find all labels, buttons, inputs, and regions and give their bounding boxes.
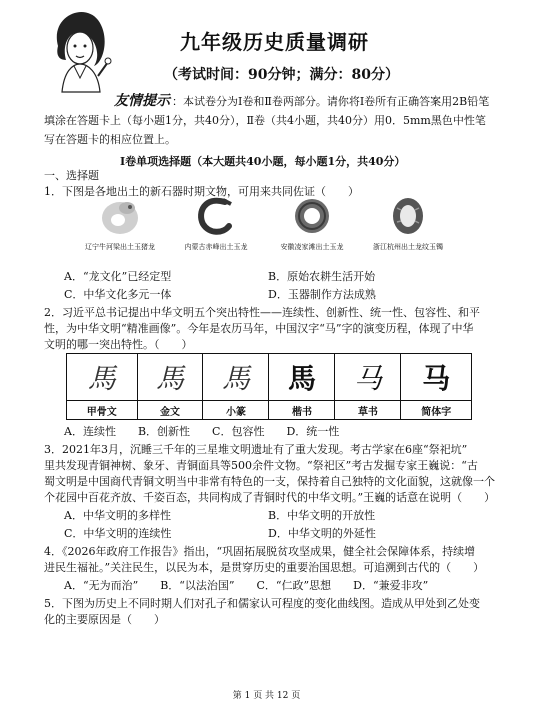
- tips-line-1: ：本试卷分为Ⅰ卷和Ⅱ卷两部分。请你将Ⅰ卷所有正确答案用2B铅笔: [172, 95, 490, 108]
- q3-option-b[interactable]: B．中华文明的开放性: [268, 509, 376, 522]
- tips-line-2: 填涂在答题卡上（每小题1分，共40分），Ⅱ卷（共4小题，共40分）用0．5mm黑色中性笔: [44, 114, 486, 127]
- glyph-seal: 馬: [203, 354, 269, 401]
- question-2-line-3: 文明的哪一突出特性。（ ）: [44, 338, 193, 351]
- question-4-line-1: 4．《2026年政府工作报告》指出，“巩固拓展脱贫攻坚成果，健全社会保障体系，持续增: [44, 545, 476, 558]
- artifact-caption-3: 安徽凌家滩出土玉龙: [280, 243, 344, 251]
- artifact-bracelet: [368, 194, 448, 252]
- question-3-line-2: 里共发现青铜神树、象牙、青铜面具等500余件文物。“祭祀区”考古发掘专家王巍说：“古: [44, 459, 478, 472]
- script-label-cursive: 草书: [335, 401, 401, 420]
- glyph-regular: 馬: [269, 354, 335, 401]
- jade-ring-dragon-image: [289, 194, 335, 238]
- artifact-lingjiatan-dragon: [272, 194, 352, 252]
- exam-title: 九年级历史质量调研: [180, 30, 369, 54]
- q3-option-d[interactable]: D．中华文明的外延性: [268, 527, 376, 540]
- artifact-caption-4: 浙江杭州出土龙纹玉镯: [373, 243, 443, 251]
- glyph-row: [67, 354, 472, 401]
- artifact-images: [80, 194, 450, 264]
- question-4-line-2: 进民生福祉。”关注民生，以民为本，是贯穿历史的重要治国思想。可追溯到古代的（ ）: [44, 561, 485, 574]
- artifact-c-dragon: [176, 194, 256, 252]
- script-label-simplified: 简体字: [401, 401, 472, 420]
- question-5-line-2: 化的主要原因是（ ）: [44, 613, 165, 626]
- question-2-line-2: 性，为中华文明“精准画像”。今年是农历马年，中国汉字“马”字的演变历程，体现了中华: [44, 322, 474, 335]
- q1-option-d[interactable]: D．玉器制作方法成熟: [268, 288, 376, 301]
- script-label-oracle: 甲骨文: [67, 401, 138, 420]
- horse-character-table: [66, 353, 472, 420]
- script-label-seal: 小篆: [203, 401, 269, 420]
- q2-options[interactable]: A．连续性 B．创新性 C．包容性 D．统一性: [64, 425, 340, 438]
- part-heading: 一、选择题: [44, 169, 99, 182]
- artifact-caption-1: 辽宁牛河梁出土玉猪龙: [85, 243, 155, 251]
- q3-option-a[interactable]: A．中华文明的多样性: [64, 509, 171, 522]
- mascot-illustration: [44, 6, 114, 94]
- tips-heading: 友情提示: [114, 93, 170, 109]
- glyph-bronze: 馬: [137, 354, 203, 401]
- jade-c-dragon-image: [193, 194, 239, 238]
- question-3-line-3: 蜀文明是中国商代青铜文明当中非常有特色的一支，保持着自己独特的文化面貌，这就像一个: [44, 475, 495, 488]
- q1-option-c[interactable]: C．中华文化多元一体: [64, 288, 172, 301]
- q3-option-c[interactable]: C．中华文明的连续性: [64, 527, 172, 540]
- script-label-bronze: 金文: [137, 401, 203, 420]
- page-footer: 第 1 页 共 12 页: [232, 691, 301, 701]
- jade-pig-dragon-image: [97, 194, 143, 238]
- script-label-regular: 楷书: [269, 401, 335, 420]
- exam-subtitle: （考试时间：90分钟；满分：80分）: [164, 67, 399, 83]
- jade-bracelet-image: [385, 194, 431, 238]
- question-2-line-1: 2．习近平总书记提出中华文明五个突出特性——连续性、创新性、统一性、包容性、和平: [44, 306, 480, 319]
- question-1-stem: 1．下图是各地出土的新石器时期文物，可用来共同佐证（ ）: [44, 185, 359, 198]
- tips-line-3: 写在答题卡的相应位置上。: [44, 133, 176, 146]
- friendly-tips: [44, 92, 496, 149]
- glyph-cursive: 马: [335, 354, 401, 401]
- artifact-pig-dragon: [80, 194, 160, 252]
- question-5-line-1: 5．下图为历史上不同时期人们对孔子和儒家认可程度的变化曲线图。造成从甲处到乙处变: [44, 597, 480, 610]
- caption-row: [67, 401, 472, 420]
- q4-options[interactable]: A．“无为而治” B．“以法治国” C．“仁政”思想 D．“兼爱非攻”: [64, 579, 429, 592]
- section-title: Ⅰ卷单项选择题（本大题共40小题，每小题1分，共40分）: [120, 155, 406, 168]
- q1-option-a[interactable]: A．“龙文化”已经定型: [64, 270, 172, 283]
- question-3-line-1: 3．2021年3月，沉睡三千年的三星堆文明遗址有了重大发现。考古学家在6座“祭祀坑”: [44, 443, 468, 456]
- question-3-line-4: 个花园中百花齐放、千姿百态，共同构成了青铜时代的中华文明。”王巍的话意在说明（ ）: [44, 491, 496, 504]
- artifact-caption-2: 内蒙古赤峰出土玉龙: [184, 243, 248, 251]
- glyph-oracle-bone: 馬: [67, 354, 138, 401]
- glyph-simplified: 马: [401, 354, 472, 401]
- q1-option-b[interactable]: B．原始农耕生活开始: [268, 270, 376, 283]
